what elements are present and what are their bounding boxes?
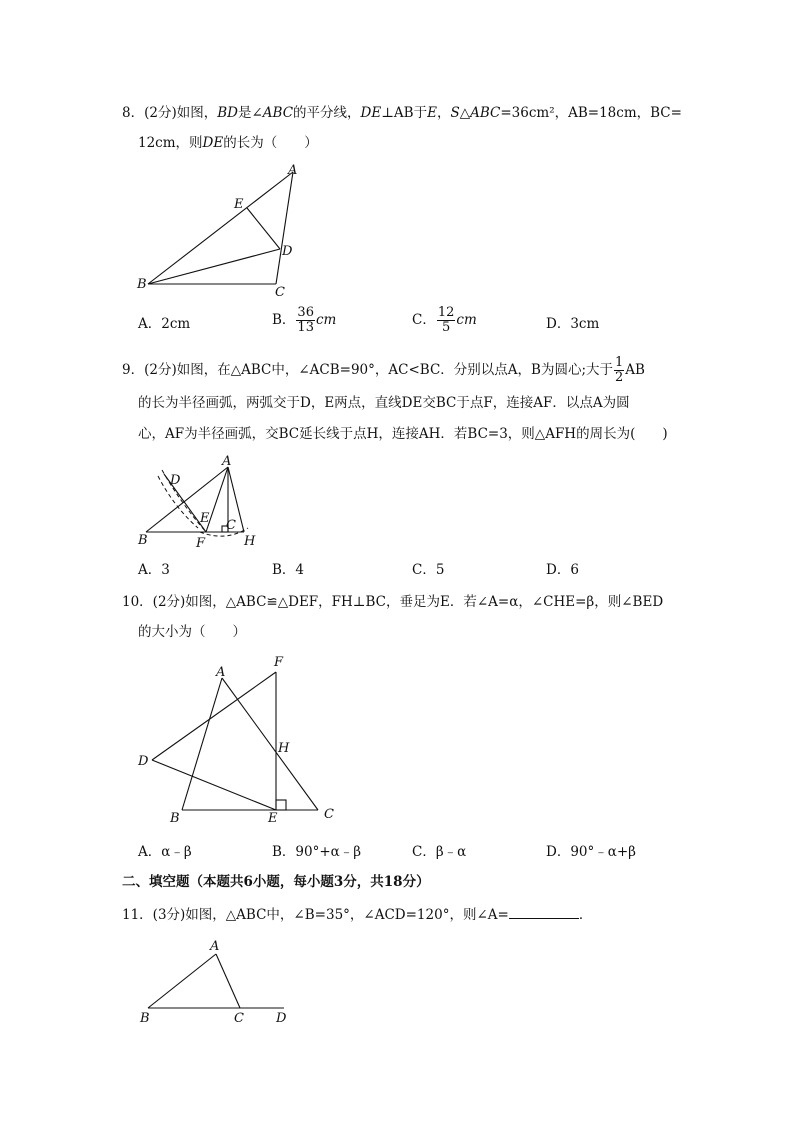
q9-label-f: F xyxy=(196,536,206,551)
q8-seg-ed xyxy=(247,208,280,249)
q10-label-e: E xyxy=(268,811,278,826)
q8-bd: BD xyxy=(217,105,238,121)
q8-area-val: =36cm²， xyxy=(500,105,569,121)
q10-seg-de xyxy=(152,760,276,810)
q11-text: 11．(3分)如图，△ABC中，∠B=35°，∠ACD=120°，则∠A= xyxy=(122,907,509,923)
q8-label-c: C xyxy=(275,285,285,300)
q8-text: 的长为（ ） xyxy=(223,135,318,151)
q8-bc-label: BC= xyxy=(650,105,682,121)
q11-seg-ac xyxy=(216,954,240,1008)
q8-seg-ac xyxy=(276,172,293,284)
q8-e: E xyxy=(427,105,437,121)
q8-line1 xyxy=(122,103,682,123)
q10-label-h: H xyxy=(278,741,290,756)
q8-figure xyxy=(130,160,310,300)
q11-label-c: C xyxy=(234,1011,244,1026)
q10-option-d[interactable]: D．90°﹣α+β xyxy=(546,844,636,860)
q8-sep: ， xyxy=(436,105,451,121)
q8-text: 是∠ xyxy=(237,105,263,121)
q8-option-b-fraction xyxy=(296,306,315,335)
q9-text: 9．(2分)如图，在△ABC中，∠ACB=90°，AC<BC．分别以点A，B为圆心;大于 xyxy=(122,362,614,378)
q10-label-b: B xyxy=(170,811,180,826)
q9-frac-den: 2 xyxy=(615,370,624,385)
q8-option-b-den: 13 xyxy=(297,320,314,335)
q9-frac-num: 1 xyxy=(615,355,624,370)
q8-abc: ABC xyxy=(262,105,294,121)
q8-option-b-prefix: B． xyxy=(272,312,296,328)
q10-line2: 的大小为（ ） xyxy=(138,624,246,640)
q8-option-a[interactable]: A．2cm xyxy=(138,316,191,332)
q11-label-b: B xyxy=(140,1011,150,1026)
q10-seg-ab xyxy=(182,678,222,810)
q9-fraction xyxy=(614,356,624,385)
q11-seg-ba xyxy=(148,954,216,1008)
q10-option-c[interactable]: C．β﹣α xyxy=(412,844,467,860)
q8-option-c[interactable] xyxy=(412,306,477,335)
q8-option-d[interactable]: D．3cm xyxy=(546,316,600,332)
q9-option-c[interactable]: C．5 xyxy=(412,562,445,578)
q8-option-b[interactable] xyxy=(272,306,336,335)
q10-figure xyxy=(130,650,350,830)
q8-text: 12cm，则 xyxy=(138,135,203,151)
q9-label-b: B xyxy=(138,533,148,548)
q8-area: S△ABC xyxy=(450,105,501,121)
q11-label-a: A xyxy=(210,939,220,954)
q11-label-d: D xyxy=(276,1011,287,1026)
q11-answer-blank[interactable] xyxy=(509,904,579,919)
q8-label-b: B xyxy=(137,277,147,292)
q8-text: 的平分线， xyxy=(293,105,361,121)
q8-option-b-num: 36 xyxy=(297,305,314,320)
q8-text: 于 xyxy=(413,105,428,121)
q9-line3: 心，AF为半径画弧，交BC延长线于点H，连接AH．若BC=3，则△AFH的周长为( ) xyxy=(138,426,668,442)
q10-label-a: A xyxy=(216,665,226,680)
q9-label-c: C xyxy=(226,518,236,533)
q9-line2: 的长为半径画弧，两弧交于D，E两点，直线DE交BC于点F，连接AF．以点A为圆 xyxy=(138,395,630,411)
q8-text: 8．(2分)如图， xyxy=(122,105,218,121)
q8-option-c-den: 5 xyxy=(441,320,451,335)
q8-option-b-unit: cm xyxy=(315,312,337,328)
q10-label-c: C xyxy=(324,807,334,822)
section2-title: 二、填空题（本题共6小题，每小题3分，共18分） xyxy=(122,874,430,890)
q8-seg-ba xyxy=(148,172,293,284)
q9-text-end: AB xyxy=(625,362,645,378)
q9-line1 xyxy=(122,356,645,385)
q10-label-d: D xyxy=(138,754,149,769)
q11-figure xyxy=(136,936,296,1026)
q9-figure xyxy=(136,452,276,552)
q8-option-c-prefix: C． xyxy=(412,312,436,328)
q8-option-c-unit: cm xyxy=(456,312,477,328)
q10-seg-ac xyxy=(222,678,318,810)
q10-line1: 10．(2分)如图，△ABC≌△DEF，FH⊥BC，垂足为E．若∠A=α，∠CHE=β，则∠BED xyxy=(122,594,664,610)
q9-label-e: E xyxy=(200,511,210,526)
q10-seg-df xyxy=(152,672,276,760)
q9-label-h: H xyxy=(244,534,256,549)
q8-text: ⊥AB xyxy=(381,105,414,121)
q8-label-a: A xyxy=(288,163,298,178)
q8-de: DE xyxy=(360,105,382,121)
q10-option-b[interactable]: B．90°+α﹣β xyxy=(272,844,362,860)
q8-label-e: E xyxy=(234,197,244,212)
q9-option-b[interactable]: B．4 xyxy=(272,562,305,578)
q8-label-d: D xyxy=(282,244,293,259)
q8-ab-val: AB=18cm， xyxy=(568,105,651,121)
q10-label-f: F xyxy=(274,655,284,670)
q8-option-c-fraction xyxy=(437,306,456,335)
q10-right-angle xyxy=(276,800,286,810)
q11-line1 xyxy=(122,904,592,925)
q8-seg-bd xyxy=(148,249,280,284)
q10-option-a[interactable]: A．α﹣β xyxy=(138,844,192,860)
q8-line2 xyxy=(138,133,318,153)
q9-label-a: A xyxy=(222,454,232,469)
q11-text-end: ． xyxy=(578,907,593,923)
q9-option-a[interactable]: A．3 xyxy=(138,562,170,578)
q8-option-c-num: 12 xyxy=(437,305,455,320)
q9-label-d: D xyxy=(170,473,181,488)
q8-de: DE xyxy=(202,135,224,151)
q9-option-d[interactable]: D．6 xyxy=(546,562,579,578)
